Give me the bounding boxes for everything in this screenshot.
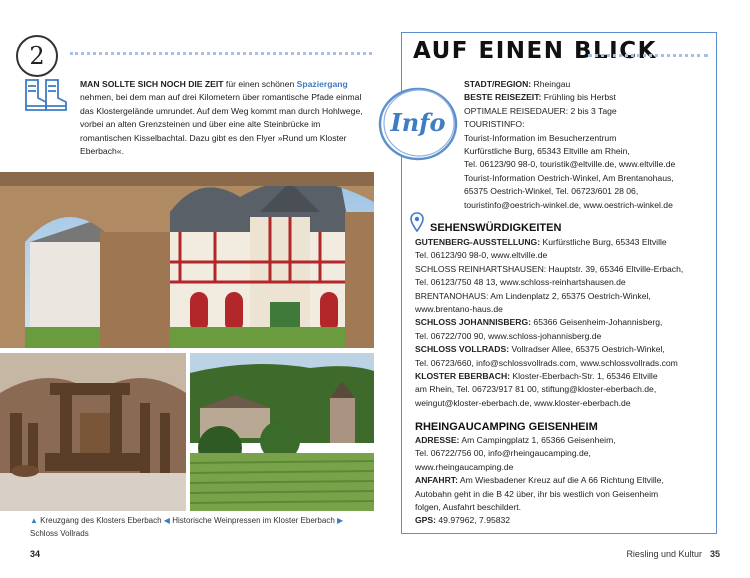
info-row-value: Tourist-Information Oestrich-Winkel, Am Brentanohaus, xyxy=(464,172,674,183)
camp-row-key: GPS: xyxy=(415,515,437,526)
caption-vollrads: Schloss Vollrads xyxy=(30,529,89,538)
footer-section-name: Riesling und Kultur xyxy=(626,549,702,559)
camp-title: RHEINGAUCAMPING GEISENHEIM xyxy=(415,421,598,433)
info-row-key: STADT/REGION: xyxy=(464,79,532,89)
camp-row-value: www.rheingaucamping.de xyxy=(415,461,514,472)
info-row-value: OPTIMALE REISEDAUER: 2 bis 3 Tage xyxy=(464,105,617,116)
sight-row xyxy=(415,263,715,276)
caption-cloister: Kreuzgang des Klosters Eberbach xyxy=(40,516,162,525)
sight-row xyxy=(415,303,715,316)
sight-row-value: www.brentano-haus.de xyxy=(415,304,503,315)
info-row xyxy=(464,199,714,212)
page-number-left: 34 xyxy=(30,549,41,559)
camp-list xyxy=(415,434,715,528)
hiking-boots-icon xyxy=(22,76,68,116)
info-row-value: Frühling bis Herbst xyxy=(543,92,616,103)
camp-row xyxy=(415,514,715,527)
sight-row-key: SCHLOSS VOLLRADS: xyxy=(415,344,510,355)
camp-row-key: ADRESSE: xyxy=(415,435,460,445)
camp-row-key: ANFAHRT: xyxy=(415,475,458,486)
intro-highlight: Spaziergang xyxy=(296,79,348,89)
info-row xyxy=(464,185,714,198)
footer-right xyxy=(626,549,720,559)
sight-row-key: SCHLOSS JOHANNISBERG: xyxy=(415,317,532,328)
camp-row-value: Autobahn geht in die B 42 über, ihr bis westlich von Geisenheim xyxy=(415,488,659,499)
camp-row-value: 49.97962, 7.95832 xyxy=(436,515,511,526)
sights-list xyxy=(415,236,715,410)
info-row-value: Tel. 06123/90 98-0, touristik@eltville.de, www.eltville.de xyxy=(464,159,676,170)
info-row-value: Tourist-Information im Besucherzentrum xyxy=(464,132,617,143)
sight-row-value: Vollradser Allee, 65375 Oestrich-Winkel, xyxy=(509,344,665,355)
camp-row xyxy=(415,461,715,474)
info-row xyxy=(464,118,714,131)
camp-row-value: Am Campingplatz 1, 65366 Geisenheim, xyxy=(459,435,616,445)
camp-row xyxy=(415,447,715,460)
pin-icon xyxy=(410,212,424,237)
chapter-number: 2 xyxy=(16,35,58,77)
title-dotted-divider xyxy=(588,54,708,57)
info-row xyxy=(464,172,714,185)
camp-row xyxy=(415,434,715,447)
camp-row xyxy=(415,488,715,501)
photo-caption xyxy=(30,514,360,540)
sight-row-value: 65366 Geisenheim-Johannisberg, xyxy=(531,317,663,328)
info-badge xyxy=(374,84,462,164)
sight-row xyxy=(415,357,715,370)
info-row-value: TOURISTINFO: xyxy=(464,119,525,130)
sight-row xyxy=(415,343,715,356)
sight-row xyxy=(415,370,715,383)
sights-title: SEHENSWÜRDIGKEITEN xyxy=(430,222,562,234)
info-row xyxy=(464,91,714,104)
sight-row-key: GUTENBERG-AUSSTELLUNG: xyxy=(415,237,541,247)
info-row xyxy=(464,78,714,91)
page-number-right: 35 xyxy=(709,549,720,559)
camp-row-value: Am Wiesbadener Kreuz auf die A 66 Richtung Eltville, xyxy=(457,475,664,486)
triangle-up-icon: ▲ xyxy=(30,516,38,525)
info-row xyxy=(464,105,714,118)
info-row-value: touristinfo@oestrich-winkel.de, www.oestrich-winkel.de xyxy=(464,199,673,210)
sight-row xyxy=(415,290,715,303)
photo-cloister xyxy=(0,172,374,348)
sight-row-value: Tel. 06723/660, info@schlossvollrads.com, www.schlossvollrads.com xyxy=(415,357,678,368)
intro-lead: MAN SOLLTE SICH NOCH DIE ZEIT xyxy=(80,79,224,89)
info-row xyxy=(464,158,714,171)
info-row xyxy=(464,132,714,145)
intro-text xyxy=(80,78,370,158)
sight-row xyxy=(415,276,715,289)
triangle-left-icon: ◀ xyxy=(163,516,170,525)
info-row xyxy=(464,145,714,158)
sight-row xyxy=(415,236,715,249)
sight-row-key: KLOSTER EBERBACH: xyxy=(415,371,511,382)
intro-part2: nehmen, bei dem man auf drei Kilometern über romantische Pfade einmal das Klostergelände umrundet. Auf dem Weg kommt man durch Hohlwege, vorbei an alten Grenzsteinen und über eine alte Steinbrücke im romantischen Kisselbachtal. Dazu gibt es den Flyer »Rund um Kloster Eberbach«. xyxy=(80,92,363,157)
sight-row-value: weingut@kloster-eberbach.de, www.kloster-eberbach.de xyxy=(415,397,631,408)
caption-presses: Historische Weinpressen im Kloster Eberbach xyxy=(172,516,335,525)
sight-row-value: Kurfürstliche Burg, 65343 Eltville xyxy=(540,237,667,247)
camp-row-value: Tel. 06722/756 00, info@rheingaucamping.de, xyxy=(415,448,591,459)
sight-row-value: Tel. 06123/750 48 13, www.schloss-reinhartshausen.de xyxy=(415,277,626,288)
sight-row-value: Tel. 06123/90 98-0, www.eltville.de xyxy=(415,250,548,261)
sight-row xyxy=(415,316,715,329)
sight-row-value: am Rhein, Tel. 06723/917 81 00, stiftung@kloster-eberbach.de, xyxy=(415,384,657,395)
info-row-value: Kurfürstliche Burg, 65343 Eltville am Rhein, xyxy=(464,146,630,157)
sight-row-value: BRENTANOHAUS: Am Lindenplatz 2, 65375 Oestrich-Winkel, xyxy=(415,290,651,301)
sight-row-value: Tel. 06722/700 90, www.schloss-johannisberg.de xyxy=(415,330,602,341)
intro-part1: für einen schönen xyxy=(223,79,297,89)
sight-row xyxy=(415,397,715,410)
info-row-value: 65375 Oestrich-Winkel, Tel. 06723/601 28 06, xyxy=(464,186,639,197)
sight-row-value: SCHLOSS REINHARTSHAUSEN: Hauptstr. 39, 65346 Eltville-Erbach, xyxy=(415,263,684,274)
info-row-key: BESTE REISEZEIT: xyxy=(464,92,542,103)
info-list xyxy=(464,78,714,212)
photo-schloss-vollrads xyxy=(190,353,374,511)
triangle-right-icon: ▶ xyxy=(337,516,344,525)
sight-row xyxy=(415,383,715,396)
camp-row xyxy=(415,501,715,514)
camp-row xyxy=(415,474,715,487)
info-row-value: Rheingau xyxy=(533,79,571,89)
photo-wine-presses xyxy=(0,353,186,511)
sight-row-value: Kloster-Eberbach-Str. 1, 65346 Eltville xyxy=(510,371,658,382)
dotted-divider xyxy=(70,52,372,55)
sight-row xyxy=(415,249,715,262)
camp-row-value: folgen, Ausfahrt beschildert. xyxy=(415,502,522,513)
sight-row xyxy=(415,330,715,343)
box-title: AUF EINEN BLICK xyxy=(413,38,657,64)
info-badge-label: Info xyxy=(390,108,446,137)
